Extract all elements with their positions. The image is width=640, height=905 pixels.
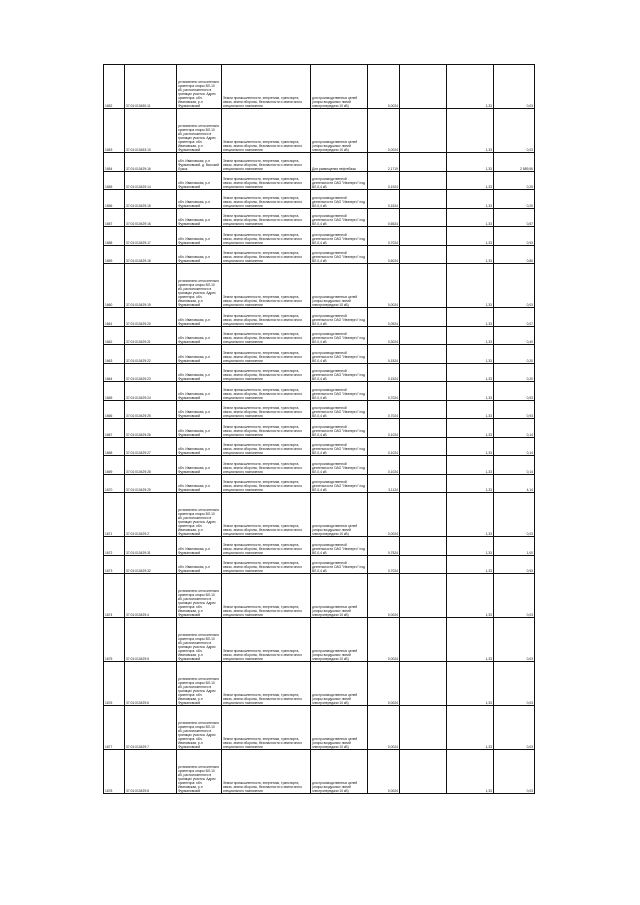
- value-cell: 1,33: [447, 245, 494, 264]
- value-cell: 1,33: [447, 264, 494, 308]
- address-cell: обл. Ивановская, р-н Фурмановский: [177, 419, 222, 438]
- land-category-cell: Земли промышленности, энергетики, транспорта, связи, земли обороны, безопасности и земли иного специального назначения: [222, 109, 311, 153]
- row-id-cell: 1653: [104, 109, 125, 153]
- value-cell: 1,33: [447, 227, 494, 246]
- land-category-cell: Земли промышленности, энергетики, транспорта, связи, земли обороны, безопасности и земли иного специального назначения: [222, 456, 311, 475]
- cadastral-number-cell: 37:01:010429:8: [125, 750, 177, 794]
- land-category-cell: Земли промышленности, энергетики, транспорта, связи, земли обороны, безопасности и земли иного специального назначения: [222, 400, 311, 419]
- cadastral-number-cell: 37:01:010429:23: [125, 363, 177, 382]
- price-cell: 0,20: [494, 190, 535, 209]
- cadastral-number-cell: 37:01:010429:14: [125, 171, 177, 190]
- cadastral-number-cell: 37:01:010429:29: [125, 474, 177, 493]
- area-cell: 0,0524: [368, 308, 400, 327]
- table-row: [104, 264, 535, 308]
- table-row: [104, 474, 535, 493]
- address-cell: обл. Ивановская, р-н Фурмановский: [177, 456, 222, 475]
- table-row: [104, 245, 535, 264]
- row-id-cell: 1673: [104, 555, 125, 574]
- row-id-cell: 1655: [104, 171, 125, 190]
- permitted-use-cell: для производственных целей (опоры воздушных линий электропередачи 10 кВ): [311, 662, 368, 706]
- permitted-use-cell: для производственных целей (опоры воздушных линий электропередачи 10 кВ): [311, 750, 368, 794]
- empty-cell: [400, 171, 447, 190]
- empty-cell: [400, 308, 447, 327]
- table-row: [104, 537, 535, 556]
- price-cell: 0,03: [494, 618, 535, 662]
- land-category-cell: Земли промышленности, энергетики, транспорта, связи, земли обороны, безопасности и земли иного специального назначения: [222, 437, 311, 456]
- land-category-cell: Земли промышленности, энергетики, транспорта, связи, земли обороны, безопасности и земли иного специального назначения: [222, 345, 311, 364]
- address-cell: обл. Ивановская, р-н Фурмановский: [177, 308, 222, 327]
- cadastral-number-cell: 37:01:010450:11: [125, 65, 177, 109]
- price-cell: 0,87: [494, 208, 535, 227]
- empty-cell: [400, 400, 447, 419]
- area-cell: 0,7024: [368, 400, 400, 419]
- price-cell: 0,14: [494, 419, 535, 438]
- table-row: [104, 574, 535, 618]
- cadastral-number-cell: 37:01:010429:17: [125, 227, 177, 246]
- empty-cell: [400, 437, 447, 456]
- empty-cell: [400, 574, 447, 618]
- row-id-cell: 1666: [104, 400, 125, 419]
- cadastral-number-cell: 37:01:010429:22: [125, 345, 177, 364]
- value-cell: 1,33: [447, 537, 494, 556]
- permitted-use-cell: для производственных целей (опоры воздушных линий электропередачи 10 кВ): [311, 65, 368, 109]
- row-id-cell: 1656: [104, 190, 125, 209]
- row-id-cell: 1670: [104, 474, 125, 493]
- area-cell: 0,7524: [368, 537, 400, 556]
- address-cell: установлено относительно ориентира опоры ВЛ-10 кВ, расположенного в границах участка. Адрес ориентира: обл. Ивановская, р-н Фурмановский: [177, 618, 222, 662]
- price-cell: 0,14: [494, 437, 535, 456]
- value-cell: 1,33: [447, 326, 494, 345]
- price-cell: 0,93: [494, 382, 535, 401]
- area-cell: 2,1719: [368, 153, 400, 172]
- table-row: [104, 153, 535, 172]
- value-cell: 1,33: [447, 153, 494, 172]
- land-category-cell: Земли промышленности, энергетики, транспорта, связи, земли обороны, безопасности и земли иного специального назначения: [222, 363, 311, 382]
- value-cell: 1,33: [447, 382, 494, 401]
- price-cell: 0,03: [494, 65, 535, 109]
- cadastral-number-cell: 37:01:010429:18: [125, 245, 177, 264]
- permitted-use-cell: для производственной деятельности ОАО "Ивэнерго" под ВЛ-0,4 кВ: [311, 171, 368, 190]
- row-id-cell: 1663: [104, 345, 125, 364]
- row-id-cell: 1671: [104, 493, 125, 537]
- cadastral-number-cell: 37:01:010429:27: [125, 437, 177, 456]
- value-cell: 1,33: [447, 662, 494, 706]
- empty-cell: [400, 555, 447, 574]
- cadastral-number-cell: 37:01:010429:31: [125, 537, 177, 556]
- cadastral-number-cell: 37:01:010429:16: [125, 153, 177, 172]
- address-cell: обл. Ивановская, р-н Фурмановский: [177, 437, 222, 456]
- cadastral-number-cell: 37:01:010429:15: [125, 190, 177, 209]
- address-cell: установлено относительно ориентира опоры ВЛ-10 кВ, расположенного в границах участка. Адрес ориентира: обл. Ивановская, р-н Фурмановский: [177, 574, 222, 618]
- row-id-cell: 1676: [104, 662, 125, 706]
- cadastral-number-cell: 37:01:010453:10: [125, 109, 177, 153]
- table-row: [104, 227, 535, 246]
- area-cell: 0,7024: [368, 227, 400, 246]
- address-cell: обл. Ивановская, р-н Фурмановский: [177, 537, 222, 556]
- address-cell: обл. Ивановская, р-н Фурмановский: [177, 555, 222, 574]
- address-cell: установлено относительно ориентира опоры ВЛ-10 кВ, расположенного в границах участка. Адрес ориентира: обл. Ивановская, р-н Фурмановский: [177, 65, 222, 109]
- cadastral-number-cell: 37:01:010429:32: [125, 555, 177, 574]
- permitted-use-cell: для производственной деятельности ОАО "Ивэнерго" под ВЛ-0,4 кВ: [311, 326, 368, 345]
- address-cell: установлено относительно ориентира опоры ВЛ-10 кВ, расположенного в границах участка. Адрес ориентира: обл. Ивановская, р-н Фурмановский: [177, 750, 222, 794]
- value-cell: 1,33: [447, 65, 494, 109]
- empty-cell: [400, 345, 447, 364]
- permitted-use-cell: для производственной деятельности ОАО "Ивэнерго" под ВЛ-0,4 кВ: [311, 400, 368, 419]
- area-cell: 0,3024: [368, 326, 400, 345]
- land-category-cell: Земли промышленности, энергетики, транспорта, связи, земли обороны, безопасности и земли иного специального назначения: [222, 245, 311, 264]
- table-row: [104, 171, 535, 190]
- table-row: [104, 363, 535, 382]
- address-cell: обл. Ивановская, р-н Фурмановский: [177, 190, 222, 209]
- permitted-use-cell: для производственных целей (опоры воздушных линий электропередачи 10 кВ): [311, 574, 368, 618]
- value-cell: 1,33: [447, 437, 494, 456]
- permitted-use-cell: для производственной деятельности ОАО "Ивэнерго" под ВЛ-0,4 кВ: [311, 555, 368, 574]
- value-cell: 1,33: [447, 208, 494, 227]
- empty-cell: [400, 662, 447, 706]
- empty-cell: [400, 109, 447, 153]
- area-cell: 0,0024: [368, 264, 400, 308]
- value-cell: 1,33: [447, 456, 494, 475]
- permitted-use-cell: для производственной деятельности ОАО "Ивэнерго" под ВЛ-0,4 кВ: [311, 382, 368, 401]
- row-id-cell: 1664: [104, 363, 125, 382]
- land-category-cell: Земли промышленности, энергетики, транспорта, связи, земли обороны, безопасности и земли иного специального назначения: [222, 171, 311, 190]
- row-id-cell: 1658: [104, 227, 125, 246]
- cadastral-number-cell: 37:01:010429:4: [125, 574, 177, 618]
- area-cell: 0,0024: [368, 493, 400, 537]
- permitted-use-cell: для производственной деятельности ОАО "Ивэнерго" под ВЛ-0,4 кВ: [311, 345, 368, 364]
- empty-cell: [400, 419, 447, 438]
- cadastral-number-cell: 37:01:010429:7: [125, 706, 177, 750]
- area-cell: 0,6024: [368, 245, 400, 264]
- cadastral-number-cell: 37:01:010429:6: [125, 662, 177, 706]
- row-id-cell: 1660: [104, 264, 125, 308]
- price-cell: 0,93: [494, 227, 535, 246]
- table-row: [104, 109, 535, 153]
- permitted-use-cell: для производственной деятельности ОАО "Ивэнерго" под ВЛ-0,4 кВ: [311, 437, 368, 456]
- land-plots-table: [103, 64, 535, 794]
- table-row: [104, 456, 535, 475]
- price-cell: 0,07: [494, 308, 535, 327]
- area-cell: 0,0024: [368, 662, 400, 706]
- row-id-cell: 1661: [104, 308, 125, 327]
- value-cell: 1,33: [447, 363, 494, 382]
- permitted-use-cell: для производственных целей (опоры воздушных линий электропередачи 10 кВ): [311, 706, 368, 750]
- row-id-cell: 1675: [104, 618, 125, 662]
- empty-cell: [400, 227, 447, 246]
- land-category-cell: Земли промышленности, энергетики, транспорта, связи, земли обороны, безопасности и земли иного специального назначения: [222, 706, 311, 750]
- value-cell: 1,33: [447, 109, 494, 153]
- address-cell: установлено относительно ориентира опоры ВЛ-10 кВ, расположенного в границах участка. Адрес ориентира: обл. Ивановская, р-н Фурмановский: [177, 109, 222, 153]
- land-category-cell: Земли промышленности, энергетики, транспорта, связи, земли обороны, безопасности и земли иного специального назначения: [222, 662, 311, 706]
- land-category-cell: Земли промышленности, энергетики, транспорта, связи, земли обороны, безопасности и земли иного специального назначения: [222, 574, 311, 618]
- table-row: [104, 750, 535, 794]
- area-cell: 0,1024: [368, 437, 400, 456]
- price-cell: 0,80: [494, 245, 535, 264]
- table-row: [104, 419, 535, 438]
- land-category-cell: Земли промышленности, энергетики, транспорта, связи, земли обороны, безопасности и земли иного специального назначения: [222, 208, 311, 227]
- empty-cell: [400, 326, 447, 345]
- empty-cell: [400, 456, 447, 475]
- permitted-use-cell: для производственной деятельности ОАО "Ивэнерго" под ВЛ-0,4 кВ: [311, 456, 368, 475]
- permitted-use-cell: для производственной деятельности ОАО "Ивэнерго" под ВЛ-0,4 кВ: [311, 208, 368, 227]
- row-id-cell: 1672: [104, 537, 125, 556]
- cadastral-number-cell: 37:01:010429:21: [125, 326, 177, 345]
- value-cell: 1,33: [447, 308, 494, 327]
- permitted-use-cell: для производственных целей (опоры воздушных линий электропередачи 10 кВ): [311, 264, 368, 308]
- area-cell: 0,6524: [368, 208, 400, 227]
- address-cell: обл. Ивановская, р-н Фурмановский, д. Высокий Лужок: [177, 153, 222, 172]
- address-cell: установлено относительно ориентира опоры ВЛ-10 кВ, расположенного в границах участка. Адрес ориентира: обл. Ивановская, р-н Фурмановский: [177, 493, 222, 537]
- table-row: [104, 493, 535, 537]
- area-cell: 0,7024: [368, 382, 400, 401]
- permitted-use-cell: для производственной деятельности ОАО "Ивэнерго" под ВЛ-0,4 кВ: [311, 227, 368, 246]
- price-cell: 4,14: [494, 474, 535, 493]
- price-cell: 0,03: [494, 109, 535, 153]
- price-cell: 0,03: [494, 750, 535, 794]
- row-id-cell: 1669: [104, 456, 125, 475]
- address-cell: обл. Ивановская, р-н Фурмановский: [177, 345, 222, 364]
- land-category-cell: Земли промышленности, энергетики, транспорта, связи, земли обороны, безопасности и земли иного специального назначения: [222, 227, 311, 246]
- price-cell: 0,14: [494, 456, 535, 475]
- empty-cell: [400, 65, 447, 109]
- empty-cell: [400, 190, 447, 209]
- cadastral-number-cell: 37:01:010429:16: [125, 208, 177, 227]
- address-cell: установлено относительно ориентира опоры ВЛ-10 кВ, расположенного в границах участка. Адрес ориентира: обл. Ивановская, р-н Фурмановский: [177, 662, 222, 706]
- price-cell: 0,20: [494, 363, 535, 382]
- value-cell: 1,33: [447, 171, 494, 190]
- area-cell: 0,7024: [368, 555, 400, 574]
- table-row: [104, 326, 535, 345]
- land-category-cell: Земли промышленности, энергетики, транспорта, связи, земли обороны, безопасности и земли иного специального назначения: [222, 555, 311, 574]
- land-category-cell: Земли промышленности, энергетики, транспорта, связи, земли обороны, безопасности и земли иного специального назначения: [222, 419, 311, 438]
- row-id-cell: 1665: [104, 382, 125, 401]
- value-cell: 1,33: [447, 750, 494, 794]
- empty-cell: [400, 706, 447, 750]
- permitted-use-cell: для производственной деятельности ОАО "Ивэнерго" под ВЛ-0,4 кВ: [311, 363, 368, 382]
- table-row: [104, 208, 535, 227]
- permitted-use-cell: для производственных целей (опоры воздушных линий электропередачи 10 кВ): [311, 493, 368, 537]
- row-id-cell: 1652: [104, 65, 125, 109]
- price-cell: 0,03: [494, 706, 535, 750]
- price-cell: 1,00: [494, 537, 535, 556]
- empty-cell: [400, 363, 447, 382]
- area-cell: 0,0024: [368, 574, 400, 618]
- area-cell: 0,0024: [368, 109, 400, 153]
- table-row: [104, 345, 535, 364]
- area-cell: 0,1924: [368, 171, 400, 190]
- permitted-use-cell: для производственной деятельности ОАО "Ивэнерго" под ВЛ-0,4 кВ: [311, 537, 368, 556]
- price-cell: 2 889,56: [494, 153, 535, 172]
- area-cell: 0,1024: [368, 456, 400, 475]
- value-cell: 1,33: [447, 474, 494, 493]
- land-category-cell: Земли промышленности, энергетики, транспорта, связи, земли обороны, безопасности и земли иного специального назначения: [222, 537, 311, 556]
- price-cell: 0,25: [494, 171, 535, 190]
- table-row: [104, 618, 535, 662]
- row-id-cell: 1654: [104, 153, 125, 172]
- cadastral-number-cell: 37:01:010429:5: [125, 618, 177, 662]
- address-cell: обл. Ивановская, р-н Фурмановский: [177, 171, 222, 190]
- cadastral-number-cell: 37:01:010429:26: [125, 419, 177, 438]
- table-row: [104, 706, 535, 750]
- land-category-cell: Земли промышленности, энергетики, транспорта, связи, земли обороны, безопасности и земли иного специального назначения: [222, 308, 311, 327]
- address-cell: установлено относительно ориентира опоры ВЛ-10 кВ, расположенного в границах участка. Адрес ориентира: обл. Ивановская, р-н Фурмановский: [177, 706, 222, 750]
- area-cell: 0,0024: [368, 618, 400, 662]
- permitted-use-cell: Для размещения нефтебазы: [311, 153, 368, 172]
- address-cell: установлено относительно ориентира опоры ВЛ-10 кВ, расположенного в границах участка. Адрес ориентира: обл. Ивановская, р-н Фурмановский: [177, 264, 222, 308]
- row-id-cell: 1678: [104, 750, 125, 794]
- address-cell: обл. Ивановская, р-н Фурмановский: [177, 400, 222, 419]
- row-id-cell: 1662: [104, 326, 125, 345]
- land-category-cell: Земли промышленности, энергетики, транспорта, связи, земли обороны, безопасности и земли иного специального назначения: [222, 750, 311, 794]
- value-cell: 1,33: [447, 555, 494, 574]
- table-row: [104, 400, 535, 419]
- land-category-cell: Земли промышленности, энергетики, транспорта, связи, земли обороны, безопасности и земли иного специального назначения: [222, 190, 311, 209]
- address-cell: обл. Ивановская, р-н Фурмановский: [177, 326, 222, 345]
- empty-cell: [400, 474, 447, 493]
- value-cell: 1,33: [447, 190, 494, 209]
- empty-cell: [400, 750, 447, 794]
- permitted-use-cell: для производственных целей (опоры воздушных линий электропередачи 10 кВ): [311, 618, 368, 662]
- address-cell: обл. Ивановская, р-н Фурмановский: [177, 227, 222, 246]
- empty-cell: [400, 493, 447, 537]
- permitted-use-cell: для производственной деятельности ОАО "Ивэнерго" под ВЛ-0,4 кВ: [311, 419, 368, 438]
- row-id-cell: 1667: [104, 419, 125, 438]
- table-row: [104, 382, 535, 401]
- row-id-cell: 1657: [104, 208, 125, 227]
- empty-cell: [400, 382, 447, 401]
- cadastral-number-cell: 37:01:010429:25: [125, 400, 177, 419]
- area-cell: 0,1524: [368, 190, 400, 209]
- value-cell: 1,33: [447, 419, 494, 438]
- value-cell: 1,33: [447, 706, 494, 750]
- empty-cell: [400, 153, 447, 172]
- value-cell: 1,33: [447, 618, 494, 662]
- table-row: [104, 437, 535, 456]
- value-cell: 1,33: [447, 345, 494, 364]
- area-cell: 0,0024: [368, 750, 400, 794]
- land-category-cell: Земли промышленности, энергетики, транспорта, связи, земли обороны, безопасности и земли иного специального назначения: [222, 153, 311, 172]
- cadastral-number-cell: 37:01:010429:24: [125, 382, 177, 401]
- land-category-cell: Земли промышленности, энергетики, транспорта, связи, земли обороны, безопасности и земли иного специального назначения: [222, 474, 311, 493]
- table-row: [104, 555, 535, 574]
- row-id-cell: 1668: [104, 437, 125, 456]
- permitted-use-cell: для производственной деятельности ОАО "Ивэнерго" под ВЛ-0,4 кВ: [311, 190, 368, 209]
- row-id-cell: 1674: [104, 574, 125, 618]
- area-cell: 0,1524: [368, 345, 400, 364]
- empty-cell: [400, 264, 447, 308]
- empty-cell: [400, 537, 447, 556]
- area-cell: 0,0024: [368, 65, 400, 109]
- empty-cell: [400, 618, 447, 662]
- price-cell: 0,03: [494, 264, 535, 308]
- value-cell: 1,33: [447, 493, 494, 537]
- price-cell: 0,03: [494, 574, 535, 618]
- price-cell: 0,03: [494, 662, 535, 706]
- area-cell: 3,1124: [368, 474, 400, 493]
- price-cell: 0,93: [494, 555, 535, 574]
- address-cell: обл. Ивановская, р-н Фурмановский: [177, 382, 222, 401]
- land-category-cell: Земли промышленности, энергетики, транспорта, связи, земли обороны, безопасности и земли иного специального назначения: [222, 264, 311, 308]
- cadastral-number-cell: 37:01:010429:20: [125, 308, 177, 327]
- row-id-cell: 1659: [104, 245, 125, 264]
- empty-cell: [400, 245, 447, 264]
- cadastral-number-cell: 37:01:010429:28: [125, 456, 177, 475]
- address-cell: обл. Ивановская, р-н Фурмановский: [177, 245, 222, 264]
- table-row: [104, 65, 535, 109]
- price-cell: 0,03: [494, 493, 535, 537]
- value-cell: 1,33: [447, 574, 494, 618]
- permitted-use-cell: для производственных целей (опоры воздушных линий электропередачи 10 кВ): [311, 109, 368, 153]
- table-row: [104, 308, 535, 327]
- price-cell: 0,40: [494, 326, 535, 345]
- table-row: [104, 190, 535, 209]
- land-category-cell: Земли промышленности, энергетики, транспорта, связи, земли обороны, безопасности и земли иного специального назначения: [222, 65, 311, 109]
- area-cell: 0,1524: [368, 363, 400, 382]
- price-cell: 0,93: [494, 400, 535, 419]
- address-cell: обл. Ивановская, р-н Фурмановский: [177, 208, 222, 227]
- address-cell: обл. Ивановская, р-н Фурмановский: [177, 474, 222, 493]
- table-row: [104, 662, 535, 706]
- permitted-use-cell: для производственной деятельности ОАО "Ивэнерго" под ВЛ-0,4 кВ: [311, 474, 368, 493]
- area-cell: 0,1024: [368, 419, 400, 438]
- permitted-use-cell: для производственной деятельности ОАО "Ивэнерго" под ВЛ-0,4 кВ: [311, 245, 368, 264]
- land-category-cell: Земли промышленности, энергетики, транспорта, связи, земли обороны, безопасности и земли иного специального назначения: [222, 382, 311, 401]
- cadastral-number-cell: 37:01:010429:2: [125, 493, 177, 537]
- area-cell: 0,0024: [368, 706, 400, 750]
- cadastral-number-cell: 37:01:010429:19: [125, 264, 177, 308]
- address-cell: обл. Ивановская, р-н Фурмановский: [177, 363, 222, 382]
- land-category-cell: Земли промышленности, энергетики, транспорта, связи, земли обороны, безопасности и земли иного специального назначения: [222, 618, 311, 662]
- value-cell: 1,33: [447, 400, 494, 419]
- price-cell: 0,20: [494, 345, 535, 364]
- row-id-cell: 1677: [104, 706, 125, 750]
- land-category-cell: Земли промышленности, энергетики, транспорта, связи, земли обороны, безопасности и земли иного специального назначения: [222, 493, 311, 537]
- permitted-use-cell: для производственной деятельности ОАО "Ивэнерго" под ВЛ-0,4 кВ: [311, 308, 368, 327]
- land-category-cell: Земли промышленности, энергетики, транспорта, связи, земли обороны, безопасности и земли иного специального назначения: [222, 326, 311, 345]
- empty-cell: [400, 208, 447, 227]
